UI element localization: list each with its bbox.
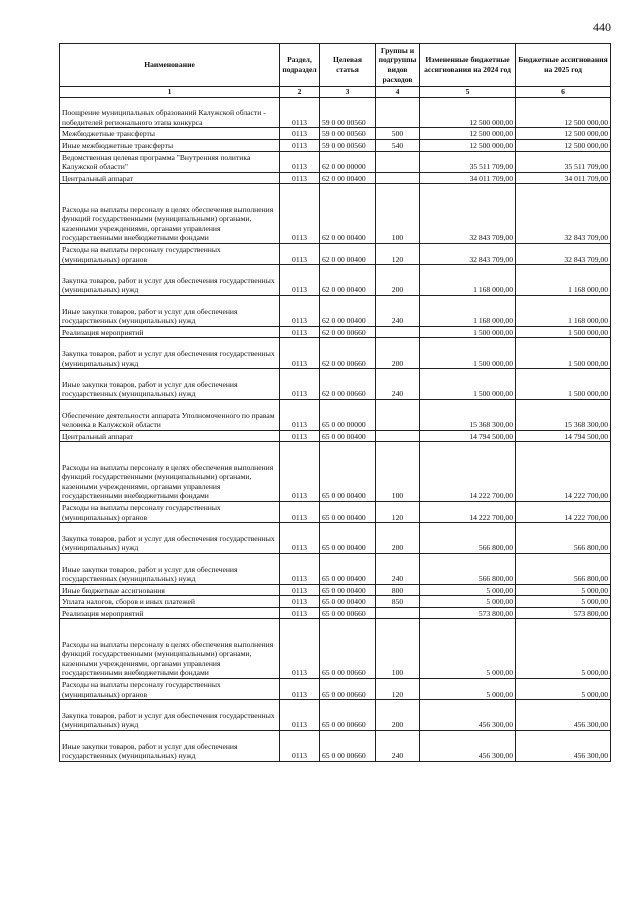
column-number: 4 [376, 87, 420, 98]
row-amount-2024: 14 222 700,00 [420, 501, 516, 522]
row-target-article: 65 0 00 00400 [320, 553, 376, 584]
row-name: Расходы на выплаты персоналу в целях обеспечения выполнения функций государственными (муниципальными) органами, казенными учреждениями, органами управления государственными внебюджетными фондами [60, 442, 280, 502]
row-amount-2025: 456 300,00 [516, 700, 611, 731]
row-target-article: 65 0 00 00400 [320, 523, 376, 554]
row-name: Закупка товаров, работ и услуг для обеспечения государственных (муниципальных) нужд [60, 338, 280, 369]
row-expense-group: 120 [376, 243, 420, 264]
row-amount-2024: 34 011 709,00 [420, 172, 516, 184]
row-expense-group [376, 151, 420, 172]
table-row [60, 523, 611, 554]
row-name: Иные бюджетные ассигнования [60, 584, 280, 596]
row-amount-2024: 456 300,00 [420, 731, 516, 762]
table-row [60, 184, 611, 244]
row-target-article: 65 0 00 00660 [320, 700, 376, 731]
row-name: Закупка товаров, работ и услуг для обеспечения государственных (муниципальных) нужд [60, 700, 280, 731]
row-section: 0113 [280, 151, 320, 172]
row-amount-2024: 566 800,00 [420, 553, 516, 584]
row-section: 0113 [280, 399, 320, 430]
column-number: 2 [280, 87, 320, 98]
row-amount-2025: 5 000,00 [516, 619, 611, 679]
row-target-article: 65 0 00 00660 [320, 619, 376, 679]
row-amount-2024: 456 300,00 [420, 700, 516, 731]
row-amount-2025: 34 011 709,00 [516, 172, 611, 184]
row-section: 0113 [280, 243, 320, 264]
table-row [60, 295, 611, 326]
row-amount-2025: 566 800,00 [516, 553, 611, 584]
table-row [60, 679, 611, 700]
row-section: 0113 [280, 523, 320, 554]
row-section: 0113 [280, 128, 320, 140]
table-row [60, 139, 611, 151]
row-amount-2025: 14 222 700,00 [516, 442, 611, 502]
row-section: 0113 [280, 265, 320, 296]
row-name: Центральный аппарат [60, 430, 280, 442]
row-amount-2024: 15 368 300,00 [420, 399, 516, 430]
row-amount-2024: 1 500 000,00 [420, 369, 516, 400]
row-target-article: 65 0 00 00400 [320, 584, 376, 596]
table-row [60, 326, 611, 338]
row-expense-group: 500 [376, 128, 420, 140]
row-target-article: 59 0 00 00560 [320, 128, 376, 140]
row-target-article: 62 0 00 00660 [320, 338, 376, 369]
row-amount-2025: 1 500 000,00 [516, 369, 611, 400]
table-row [60, 553, 611, 584]
row-section: 0113 [280, 172, 320, 184]
header-name: Наименование [60, 44, 280, 87]
table-row [60, 128, 611, 140]
row-target-article: 62 0 00 00400 [320, 295, 376, 326]
row-section: 0113 [280, 97, 320, 128]
row-name: Межбюджетные трансферты [60, 128, 280, 140]
row-amount-2024: 5 000,00 [420, 596, 516, 608]
row-target-article: 62 0 00 00400 [320, 172, 376, 184]
row-expense-group [376, 172, 420, 184]
row-expense-group: 800 [376, 584, 420, 596]
row-amount-2024: 12 500 000,00 [420, 97, 516, 128]
row-target-article: 59 0 00 00560 [320, 139, 376, 151]
row-expense-group: 120 [376, 501, 420, 522]
row-target-article: 65 0 00 00400 [320, 442, 376, 502]
row-section: 0113 [280, 700, 320, 731]
row-name: Иные закупки товаров, работ и услуг для обеспечения государственных (муниципальных) нужд [60, 731, 280, 762]
row-target-article: 62 0 00 00660 [320, 326, 376, 338]
row-target-article: 65 0 00 00660 [320, 607, 376, 619]
row-name: Поощрение муниципальных образований Калужской области - победителей регионального этапа конкурса [60, 97, 280, 128]
row-section: 0113 [280, 430, 320, 442]
row-amount-2024: 14 794 500,00 [420, 430, 516, 442]
row-expense-group: 120 [376, 679, 420, 700]
page-number: 440 [593, 20, 611, 34]
row-amount-2025: 5 000,00 [516, 584, 611, 596]
row-target-article: 62 0 00 00000 [320, 151, 376, 172]
row-target-article: 65 0 00 00400 [320, 501, 376, 522]
row-target-article: 65 0 00 00400 [320, 430, 376, 442]
row-expense-group [376, 326, 420, 338]
row-amount-2025: 1 168 000,00 [516, 295, 611, 326]
row-amount-2024: 1 500 000,00 [420, 338, 516, 369]
row-amount-2024: 12 500 000,00 [420, 128, 516, 140]
row-amount-2025: 566 800,00 [516, 523, 611, 554]
row-section: 0113 [280, 442, 320, 502]
row-amount-2024: 35 511 709,00 [420, 151, 516, 172]
row-section: 0113 [280, 596, 320, 608]
row-name: Иные закупки товаров, работ и услуг для обеспечения государственных (муниципальных) нужд [60, 369, 280, 400]
row-amount-2025: 1 500 000,00 [516, 326, 611, 338]
row-amount-2025: 32 843 709,00 [516, 243, 611, 264]
column-number: 3 [320, 87, 376, 98]
row-target-article: 62 0 00 00400 [320, 243, 376, 264]
row-name: Закупка товаров, работ и услуг для обеспечения государственных (муниципальных) нужд [60, 265, 280, 296]
row-target-article: 62 0 00 00660 [320, 369, 376, 400]
row-section: 0113 [280, 731, 320, 762]
row-target-article: 59 0 00 00560 [320, 97, 376, 128]
row-section: 0113 [280, 295, 320, 326]
table-row [60, 369, 611, 400]
column-number-row [60, 87, 611, 98]
row-amount-2025: 12 500 000,00 [516, 97, 611, 128]
row-expense-group [376, 399, 420, 430]
row-expense-group: 850 [376, 596, 420, 608]
row-amount-2024: 1 168 000,00 [420, 265, 516, 296]
table-row [60, 172, 611, 184]
row-name: Реализация мероприятий [60, 607, 280, 619]
budget-table [59, 43, 611, 762]
row-expense-group: 100 [376, 442, 420, 502]
table-row [60, 584, 611, 596]
row-amount-2024: 1 168 000,00 [420, 295, 516, 326]
row-section: 0113 [280, 326, 320, 338]
row-expense-group: 240 [376, 553, 420, 584]
row-amount-2025: 1 500 000,00 [516, 338, 611, 369]
row-amount-2024: 5 000,00 [420, 679, 516, 700]
row-amount-2025: 456 300,00 [516, 731, 611, 762]
row-amount-2024: 566 800,00 [420, 523, 516, 554]
table-body [60, 97, 611, 761]
row-section: 0113 [280, 679, 320, 700]
row-section: 0113 [280, 501, 320, 522]
row-expense-group: 200 [376, 338, 420, 369]
row-amount-2024: 12 500 000,00 [420, 139, 516, 151]
row-expense-group: 540 [376, 139, 420, 151]
row-amount-2024: 5 000,00 [420, 619, 516, 679]
row-amount-2024: 32 843 709,00 [420, 243, 516, 264]
row-name: Расходы на выплаты персоналу в целях обеспечения выполнения функций государственными (муниципальными) органами, казенными учреждениями, органами управления государственными внебюджетными фондами [60, 184, 280, 244]
row-amount-2025: 15 368 300,00 [516, 399, 611, 430]
row-expense-group: 240 [376, 369, 420, 400]
table-row [60, 97, 611, 128]
row-expense-group: 100 [376, 619, 420, 679]
row-amount-2024: 14 222 700,00 [420, 442, 516, 502]
row-expense-group [376, 607, 420, 619]
header-amount-2025: Бюджетные ассигнования на 2025 год [516, 44, 611, 87]
table-row [60, 501, 611, 522]
row-amount-2025: 32 843 709,00 [516, 184, 611, 244]
row-section: 0113 [280, 338, 320, 369]
row-amount-2025: 1 168 000,00 [516, 265, 611, 296]
row-section: 0113 [280, 369, 320, 400]
row-expense-group: 240 [376, 731, 420, 762]
row-name: Реализация мероприятий [60, 326, 280, 338]
row-target-article: 65 0 00 00660 [320, 679, 376, 700]
table-row [60, 442, 611, 502]
row-name: Ведомственная целевая программа "Внутренняя политика Калужской области" [60, 151, 280, 172]
table-row [60, 596, 611, 608]
row-expense-group: 100 [376, 184, 420, 244]
header-amount-2024: Измененные бюджетные ассигнования на 2024 год [420, 44, 516, 87]
column-number: 1 [60, 87, 280, 98]
row-amount-2024: 5 000,00 [420, 584, 516, 596]
header-groups: Группы и подгруппы видов расходов [376, 44, 420, 87]
row-name: Расходы на выплаты персоналу государственных (муниципальных) органов [60, 679, 280, 700]
row-target-article: 65 0 00 00400 [320, 596, 376, 608]
row-name: Иные межбюджетные трансферты [60, 139, 280, 151]
row-target-article: 62 0 00 00400 [320, 265, 376, 296]
row-section: 0113 [280, 553, 320, 584]
table-row [60, 731, 611, 762]
row-name: Расходы на выплаты персоналу государственных (муниципальных) органов [60, 501, 280, 522]
row-name: Расходы на выплаты персоналу в целях обеспечения выполнения функций государственными (муниципальными) органами, казенными учреждениями, органами управления государственными внебюджетными фондами [60, 619, 280, 679]
table-row [60, 265, 611, 296]
row-name: Иные закупки товаров, работ и услуг для обеспечения государственных (муниципальных) нужд [60, 553, 280, 584]
row-expense-group: 200 [376, 265, 420, 296]
table-header-row [60, 44, 611, 87]
row-expense-group: 200 [376, 700, 420, 731]
table-row [60, 607, 611, 619]
row-expense-group: 200 [376, 523, 420, 554]
table-row [60, 399, 611, 430]
table-row [60, 430, 611, 442]
column-number: 6 [516, 87, 611, 98]
table-row [60, 619, 611, 679]
header-target: Целевая статья [320, 44, 376, 87]
column-number: 5 [420, 87, 516, 98]
table-row [60, 338, 611, 369]
row-amount-2025: 14 794 500,00 [516, 430, 611, 442]
row-amount-2025: 5 000,00 [516, 679, 611, 700]
row-target-article: 62 0 00 00400 [320, 184, 376, 244]
row-amount-2025: 12 500 000,00 [516, 139, 611, 151]
row-amount-2025: 573 800,00 [516, 607, 611, 619]
row-expense-group [376, 430, 420, 442]
row-amount-2025: 14 222 700,00 [516, 501, 611, 522]
row-name: Центральный аппарат [60, 172, 280, 184]
row-name: Расходы на выплаты персоналу государственных (муниципальных) органов [60, 243, 280, 264]
row-expense-group [376, 97, 420, 128]
row-amount-2024: 573 800,00 [420, 607, 516, 619]
row-amount-2025: 35 511 709,00 [516, 151, 611, 172]
row-name: Обеспечение деятельности аппарата Уполномоченного по правам человека в Калужской области [60, 399, 280, 430]
row-expense-group: 240 [376, 295, 420, 326]
row-section: 0113 [280, 619, 320, 679]
row-target-article: 65 0 00 00660 [320, 731, 376, 762]
row-amount-2025: 12 500 000,00 [516, 128, 611, 140]
table-row [60, 243, 611, 264]
row-name: Закупка товаров, работ и услуг для обеспечения государственных (муниципальных) нужд [60, 523, 280, 554]
row-section: 0113 [280, 584, 320, 596]
row-section: 0113 [280, 139, 320, 151]
table-row [60, 151, 611, 172]
table-row [60, 700, 611, 731]
row-target-article: 65 0 00 00000 [320, 399, 376, 430]
row-name: Иные закупки товаров, работ и услуг для обеспечения государственных (муниципальных) нужд [60, 295, 280, 326]
row-name: Уплата налогов, сборов и иных платежей [60, 596, 280, 608]
row-section: 0113 [280, 184, 320, 244]
row-section: 0113 [280, 607, 320, 619]
row-amount-2024: 32 843 709,00 [420, 184, 516, 244]
row-amount-2024: 1 500 000,00 [420, 326, 516, 338]
header-section: Раздел, подраздел [280, 44, 320, 87]
row-amount-2025: 5 000,00 [516, 596, 611, 608]
